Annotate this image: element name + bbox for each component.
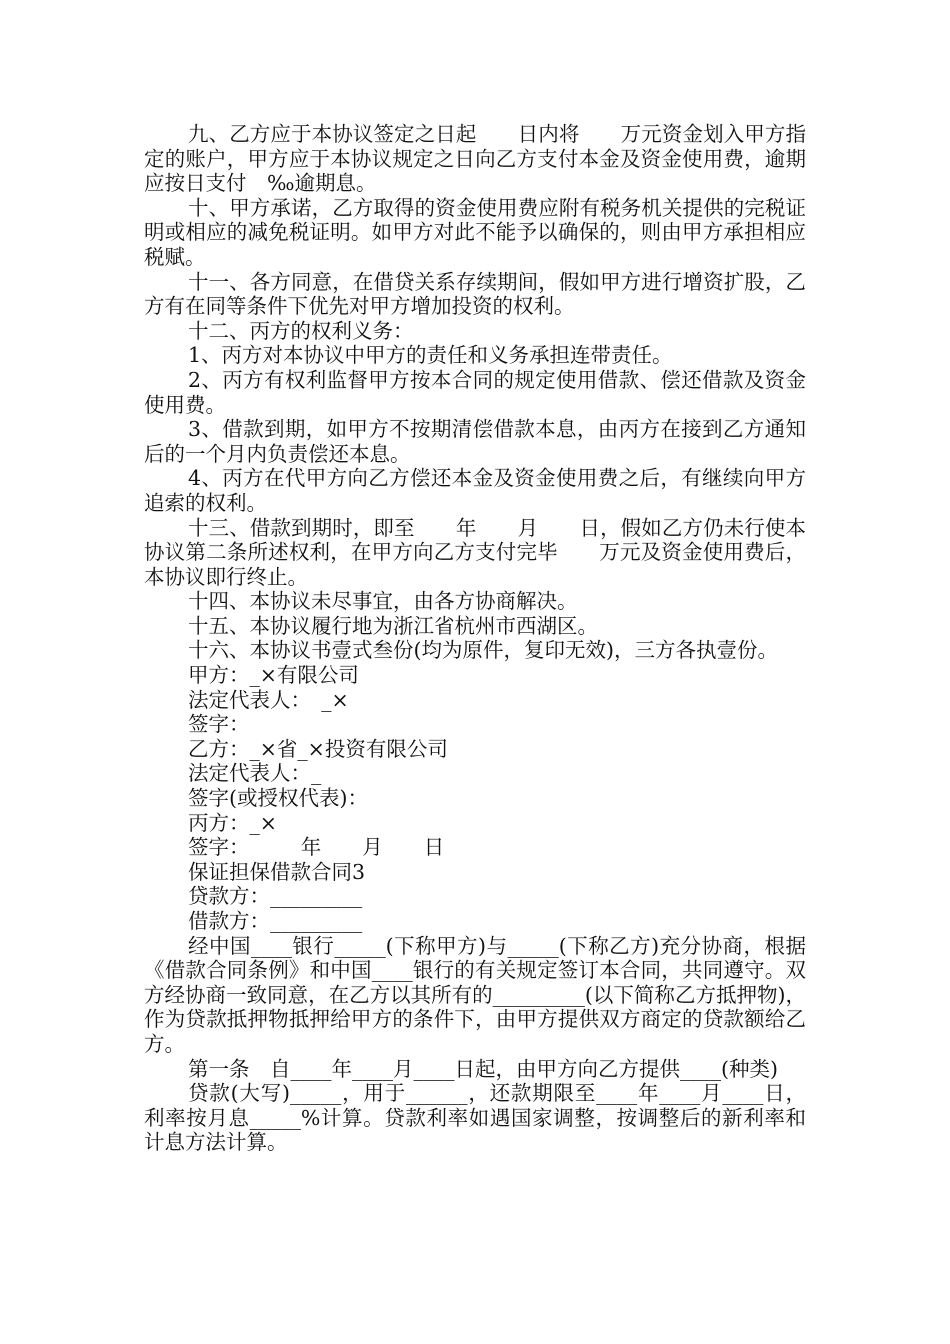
contract-article-1: 第一条 自____年____月____日起，由甲方向乙方提供____(种类) <box>188 1056 778 1081</box>
contract-loan-terms: 贷款(大写)_____，用于______，还款期限至____年____月____日，利率按月息_____%计算。贷款利率如遇国家调整，按调整后的新利率和计息方法计算。 <box>144 1081 806 1155</box>
clause-12-item-1: 1、丙方对本协议中甲方的责任和义务承担连带责任。 <box>188 343 673 368</box>
clause-12-item-2: 2、丙方有权利监督甲方按本合同的规定使用借款、偿还借款及资金使用费。 <box>144 367 806 417</box>
clause-12-item-4: 4、丙方在代甲方向乙方偿还本金及资金使用费之后，有继续向甲方追索的权利。 <box>144 466 806 515</box>
clause-12-heading: 十二、丙方的权利义务： <box>188 318 414 343</box>
clause-9: 九、乙方应于本协议签定之日起 日内将 万元资金划入甲方指定的账户，甲方应于本协议规定之日向乙方支付本金及资金使用费，逾期应按日支付 ‰逾期息。 <box>144 122 806 196</box>
party-c-signature-date: 签字： 年 月 日 <box>188 835 445 860</box>
contract-preamble: 经中国____银行_____(下称甲方)与_____(下称乙方)充分协商，根据《借款合同条例》和中国____银行的有关规定签订本合同，共同遵守。双方经协商一致同意，在乙方以其所有的_________(以下简称乙方抵押物)，作为贷款抵押物抵押给甲方的条件下，由甲方提供双方商定的贷款额给乙方。 <box>144 933 806 1056</box>
document-page <box>144 122 806 1155</box>
party-b-legal-rep: 法定代表人：_ <box>188 761 322 786</box>
lender-line: 贷款方：_________ <box>188 884 363 909</box>
party-b-signature: 签字(或授权代表)： <box>188 786 368 811</box>
party-b-line: 乙方：_×省_×投资有限公司 <box>188 736 448 761</box>
clause-12-item-3: 3、借款到期，如甲方不按期清偿借款本息，由丙方在接到乙方通知后的一个月内负责偿还本息。 <box>144 417 806 466</box>
party-a-line: 甲方：_×有限公司 <box>188 663 359 688</box>
clause-14: 十四、本协议未尽事宜，由各方协商解决。 <box>188 589 578 614</box>
clause-13: 十三、借款到期时，即至 年 月 日，假如乙方仍未行使本协议第二条所述权利，在甲方向乙方支付完毕 万元及资金使用费后，本协议即行终止。 <box>144 515 806 589</box>
clause-11: 十一、各方同意，在借贷关系存续期间，假如甲方进行增资扩股，乙方有在同等条件下优先对甲方增加投资的权利。 <box>144 269 806 319</box>
party-c-line: 丙方：_× <box>188 810 277 835</box>
borrower-line: 借款方：_________ <box>188 909 363 933</box>
party-a-legal-rep: 法定代表人： _× <box>188 687 349 712</box>
clause-15: 十五、本协议履行地为浙江省杭州市西湖区。 <box>188 613 598 638</box>
contract-title: 保证担保借款合同3 <box>188 859 366 884</box>
clause-16: 十六、本协议书壹式叁份(均为原件，复印无效)，三方各执壹份。 <box>188 638 778 663</box>
party-a-signature: 签字： <box>188 712 250 737</box>
clause-10: 十、甲方承诺，乙方取得的资金使用费应附有税务机关提供的完税证明或相应的减免税证明。如甲方对此不能予以确保的，则由甲方承担相应税赋。 <box>144 195 806 269</box>
